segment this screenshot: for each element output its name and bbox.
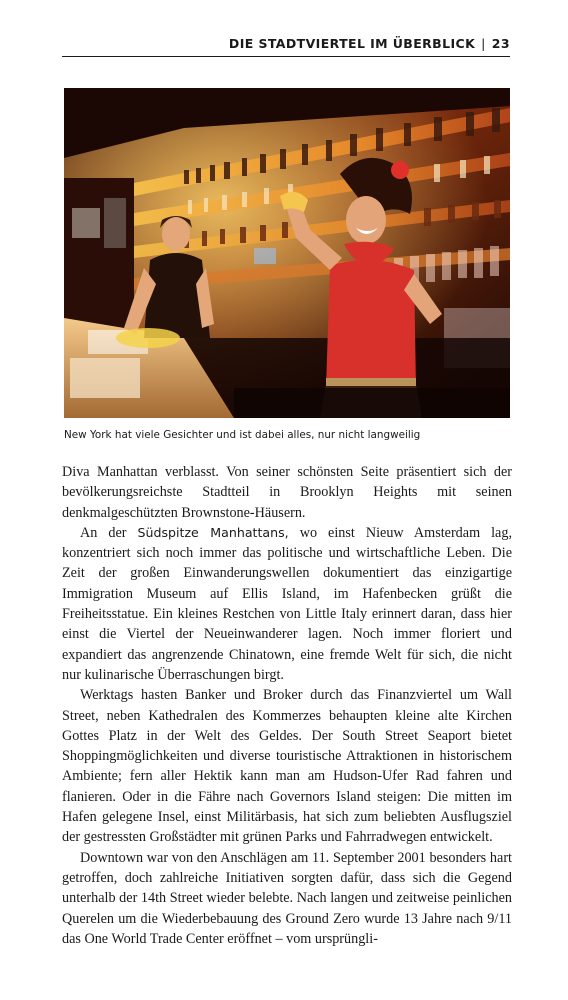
chapter-title: DIE STADTVIERTEL IM ÜBERBLICK (228, 36, 476, 51)
paragraph-2-rest: wo einst Nieuw Amsterdam lag, konzentriert sich noch immer das politische und wirtschaftliche Leben. Die Zeit der großen Einwanderungswellen dokumentiert das einzigartige Immigration Museum auf Ellis Island, im Hafenbecken grüßt die Freiheitsstatue. Ein kleines Restchen von Little Italy erinnert daran, dass hier einst die Viertel der Neueinwanderer lagen. Noch immer floriert und expandiert das angrenzende Chinatown, eine fremde Welt für sich, die nicht nur kulinarische Überraschungen birgt. (62, 524, 512, 683)
paragraph-3: Werktags hasten Banker und Broker durch das Finanzviertel um Wall Street, neben Kathedralen des Kommerzes behaupten kleine alte Kirchen Gottes Platz in der Welt des Geldes. Der South Street Seaport bietet Shoppingmöglichkeiten und diverse touristische Attraktionen in historischem Ambiente; fern aller Hektik kann man am Hudson-Ufer Rad fahren und flanieren. Oder in die Fähre nach Governors Island steigen: Die mitten im Hafen gelegene Insel, einst Militärbasis, hat sich zum beliebten Ausflugsziel der gestressten Großstädter mit grünen Parks und Fahrradwegen entwickelt. (62, 687, 512, 846)
highlight-suedspitze: Südspitze Manhattans, (137, 524, 289, 540)
header-separator: | (481, 36, 486, 51)
paragraph-4: Downtown war von den Anschlägen am 11. September 2001 besonders hart getroffen, doch zahlreiche Initiativen sorgten dafür, dass sich die Gegend unterhalb der 14th Street wieder belebte. Nach langen und zeitweise peinlichen Querelen um die Wiederbebauung des Ground Zero wurde 13 Jahre nach 9/11 das One World Trade Center eröffnet – vom ursprüngli- (62, 849, 512, 947)
photo-caption: New York hat viele Gesichter und ist dabei alles, nur nicht langweilig (64, 429, 421, 441)
bar-photo-illustration (64, 88, 510, 418)
bar-photo (64, 88, 510, 418)
running-header (62, 36, 510, 57)
paragraph-1: Diva Manhattan verblasst. Von seiner schönsten Seite präsentiert sich der bevölkerungsreichste Stadtteil in Brooklyn Heights mit seinen denkmalgeschützten Brownstone-Häusern. (62, 464, 512, 521)
body-text (62, 462, 512, 949)
paragraph-2 (62, 523, 512, 685)
paragraph-2-lead: An der (80, 524, 138, 541)
page-number: 23 (491, 36, 510, 51)
